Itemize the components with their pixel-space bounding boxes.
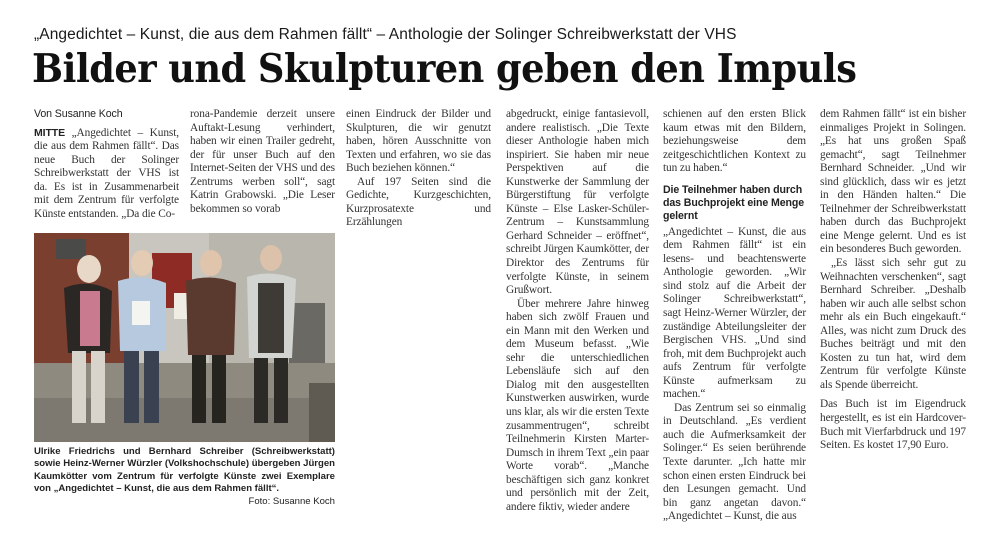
paragraph: einen Eindruck der Bilder und Skulpturen, die wir genutzt haben, hören Ausschnitte von Texten und erfahren, wo sie das Buch beziehen können.“: [346, 108, 491, 175]
paragraph: dem Rahmen fällt“ ist ein bisher einmaliges Projekt in Solingen. „Es hat uns großen Spaß gemacht“, sagt Teilnehmer Bernhard Schneider. „Und wir sind glücklich, dass wir es jetzt in den Händen halten.“ Die Teilnehmer der Schreibwerkstatt haben durch das Buchprojekt eine Menge gelernt. Und es ist ein besonderes Buch geworden.: [820, 108, 966, 256]
paragraph-text: „Angedichtet – Kunst, die aus dem Rahmen fällt“. Das neue Buch der Solinger Schreibwerkstatt der VHS ist da. Es ist in Zusammenarbeit mit dem Zentrum für verfolgte Künste entstanden. „Da die Co-: [34, 126, 179, 220]
paragraph: „Es lässt sich sehr gut zu Weihnachten verschenken“, sagt Bernhard Schreiber. „Deshalb haben wir auch alle selbst schon mehr als ein Buch eingekauft.“ Alles, was nicht zum Druck des Buches beiträgt und mit den Kosten zu tun hat, wird dem Zentrum für verfolgte Künste als Spende überreicht.: [820, 257, 966, 391]
paragraph: Das Buch ist im Eigendruck hergestellt, es ist ein Hardcover-Buch mit Vierfarbdruck und 197 Seiten. Es kostet 17,90 Euro.: [820, 398, 966, 452]
kicker: „Angedichtet – Kunst, die aus dem Rahmen fällt“ – Anthologie der Solinger Schreibwerkstatt der VHS: [34, 26, 737, 43]
column-6: [820, 108, 966, 453]
paragraph: rona-Pandemie derzeit unsere Auftakt-Lesung verhindert, haben wir einen Trailer gedreht, der für unser Buch auf den Internet-Seiten der VHS und des Zentrums werben soll“, sagt Katrin Grabowski. „Die Leser bekommen so vorab: [190, 108, 335, 215]
paragraph: Das Zentrum sei so einmalig in Deutschland. „Es verdient auch die Aufmerksamkeit der Solinger.“ Es seien berührende Texte darunter. „Ich hatte mir schon einen ersten Eindruck bei den Lesungen gemacht. Und bin ganz angetan davon.“ „Angedichtet – Kunst, die aus: [663, 401, 806, 523]
column-2: [190, 108, 335, 216]
column-1: [34, 108, 179, 221]
byline: Von Susanne Koch: [34, 108, 123, 120]
column-3: [346, 108, 491, 230]
paragraph: schienen auf den ersten Blick kaum etwas mit den Bildern, beziehungsweise dem zeitgeschichtlichen Kontext zu tun zu haben.“: [663, 108, 806, 175]
paragraph: abgedruckt, einige fantasievoll, andere realistisch. „Die Texte dieser Anthologie haben mich inspiriert. Sie haben mir neue Perspektiven auf die Kunstwerke der Sammlung der Bürgerstiftung für verfolgte Künste – Else Lasker-Schüler-Zentrum – Kunstsammlung Gerhard Schneider – eröffnet“, schreibt Jürgen Kaumkötter, der Direktor des Zentrums für verfolgte Künste, in seinem Grußwort.: [506, 108, 649, 297]
caption-text: Ulrike Friedrichs und Bernhard Schreiber (Schreibwerkstatt) sowie Heinz-Werner Würzler (Volkshochschule) übergeben Jürgen Kaumkötter vom Zentrum für verfolgte Künste zwei Exemplare von „Angedichtet – Kunst, die aus dem Rahmen fällt“.: [34, 446, 335, 495]
column-4: [506, 108, 649, 514]
article-photo: [34, 233, 335, 442]
photo-caption: [34, 446, 335, 508]
paragraph: Auf 197 Seiten sind die Gedichte, Kurzgeschichten, Kurzprosatexte und Erzählungen: [346, 175, 491, 229]
column-5: [663, 108, 806, 524]
paragraph: Über mehrere Jahre hinweg haben sich zwölf Frauen und ein Mann mit den Werken und dem Museum befasst. „Wie sehr die unterschiedlichen Lebensläufe sich auf den Dialog mit den ausgestellten Kunstwerken auswirken, wurde uns klar, als wir die ersten Texte zusammentrugen“, schreibt Teilnehmerin Kirsten Marter-Dumsch in ihrem Text „ein paar Worte vorab“. „Manche beschäftigen sich ganz konkret und persönlich mit der Zeit, andere fiktiv, wieder andere: [506, 297, 649, 513]
subheading: Die Teilnehmer haben durch das Buchprojekt eine Menge gelernt: [663, 183, 805, 222]
headline: Bilder und Skulpturen geben den Impuls: [32, 46, 857, 92]
photo-illustration: [34, 233, 335, 442]
photo-credit: Foto: Susanne Koch: [248, 495, 335, 507]
dateline: MITTE: [34, 126, 65, 139]
paragraph: [34, 127, 179, 222]
paragraph: „Angedichtet – Kunst, die aus dem Rahmen fällt“ ist ein lesens- und beachtenswerte Anthologie geworden. „Wir sind stolz auf die Arbeit der Solinger Schreibwerkstatt“, sagt Heinz-Werner Würzler, der zuständige Abteilungsleiter der Bergischen VHS. „Und sind froh, mit dem Buchprojekt auch aufs Zentrum für verfolgte Künste aufmerksam zu machen.“: [663, 225, 806, 401]
